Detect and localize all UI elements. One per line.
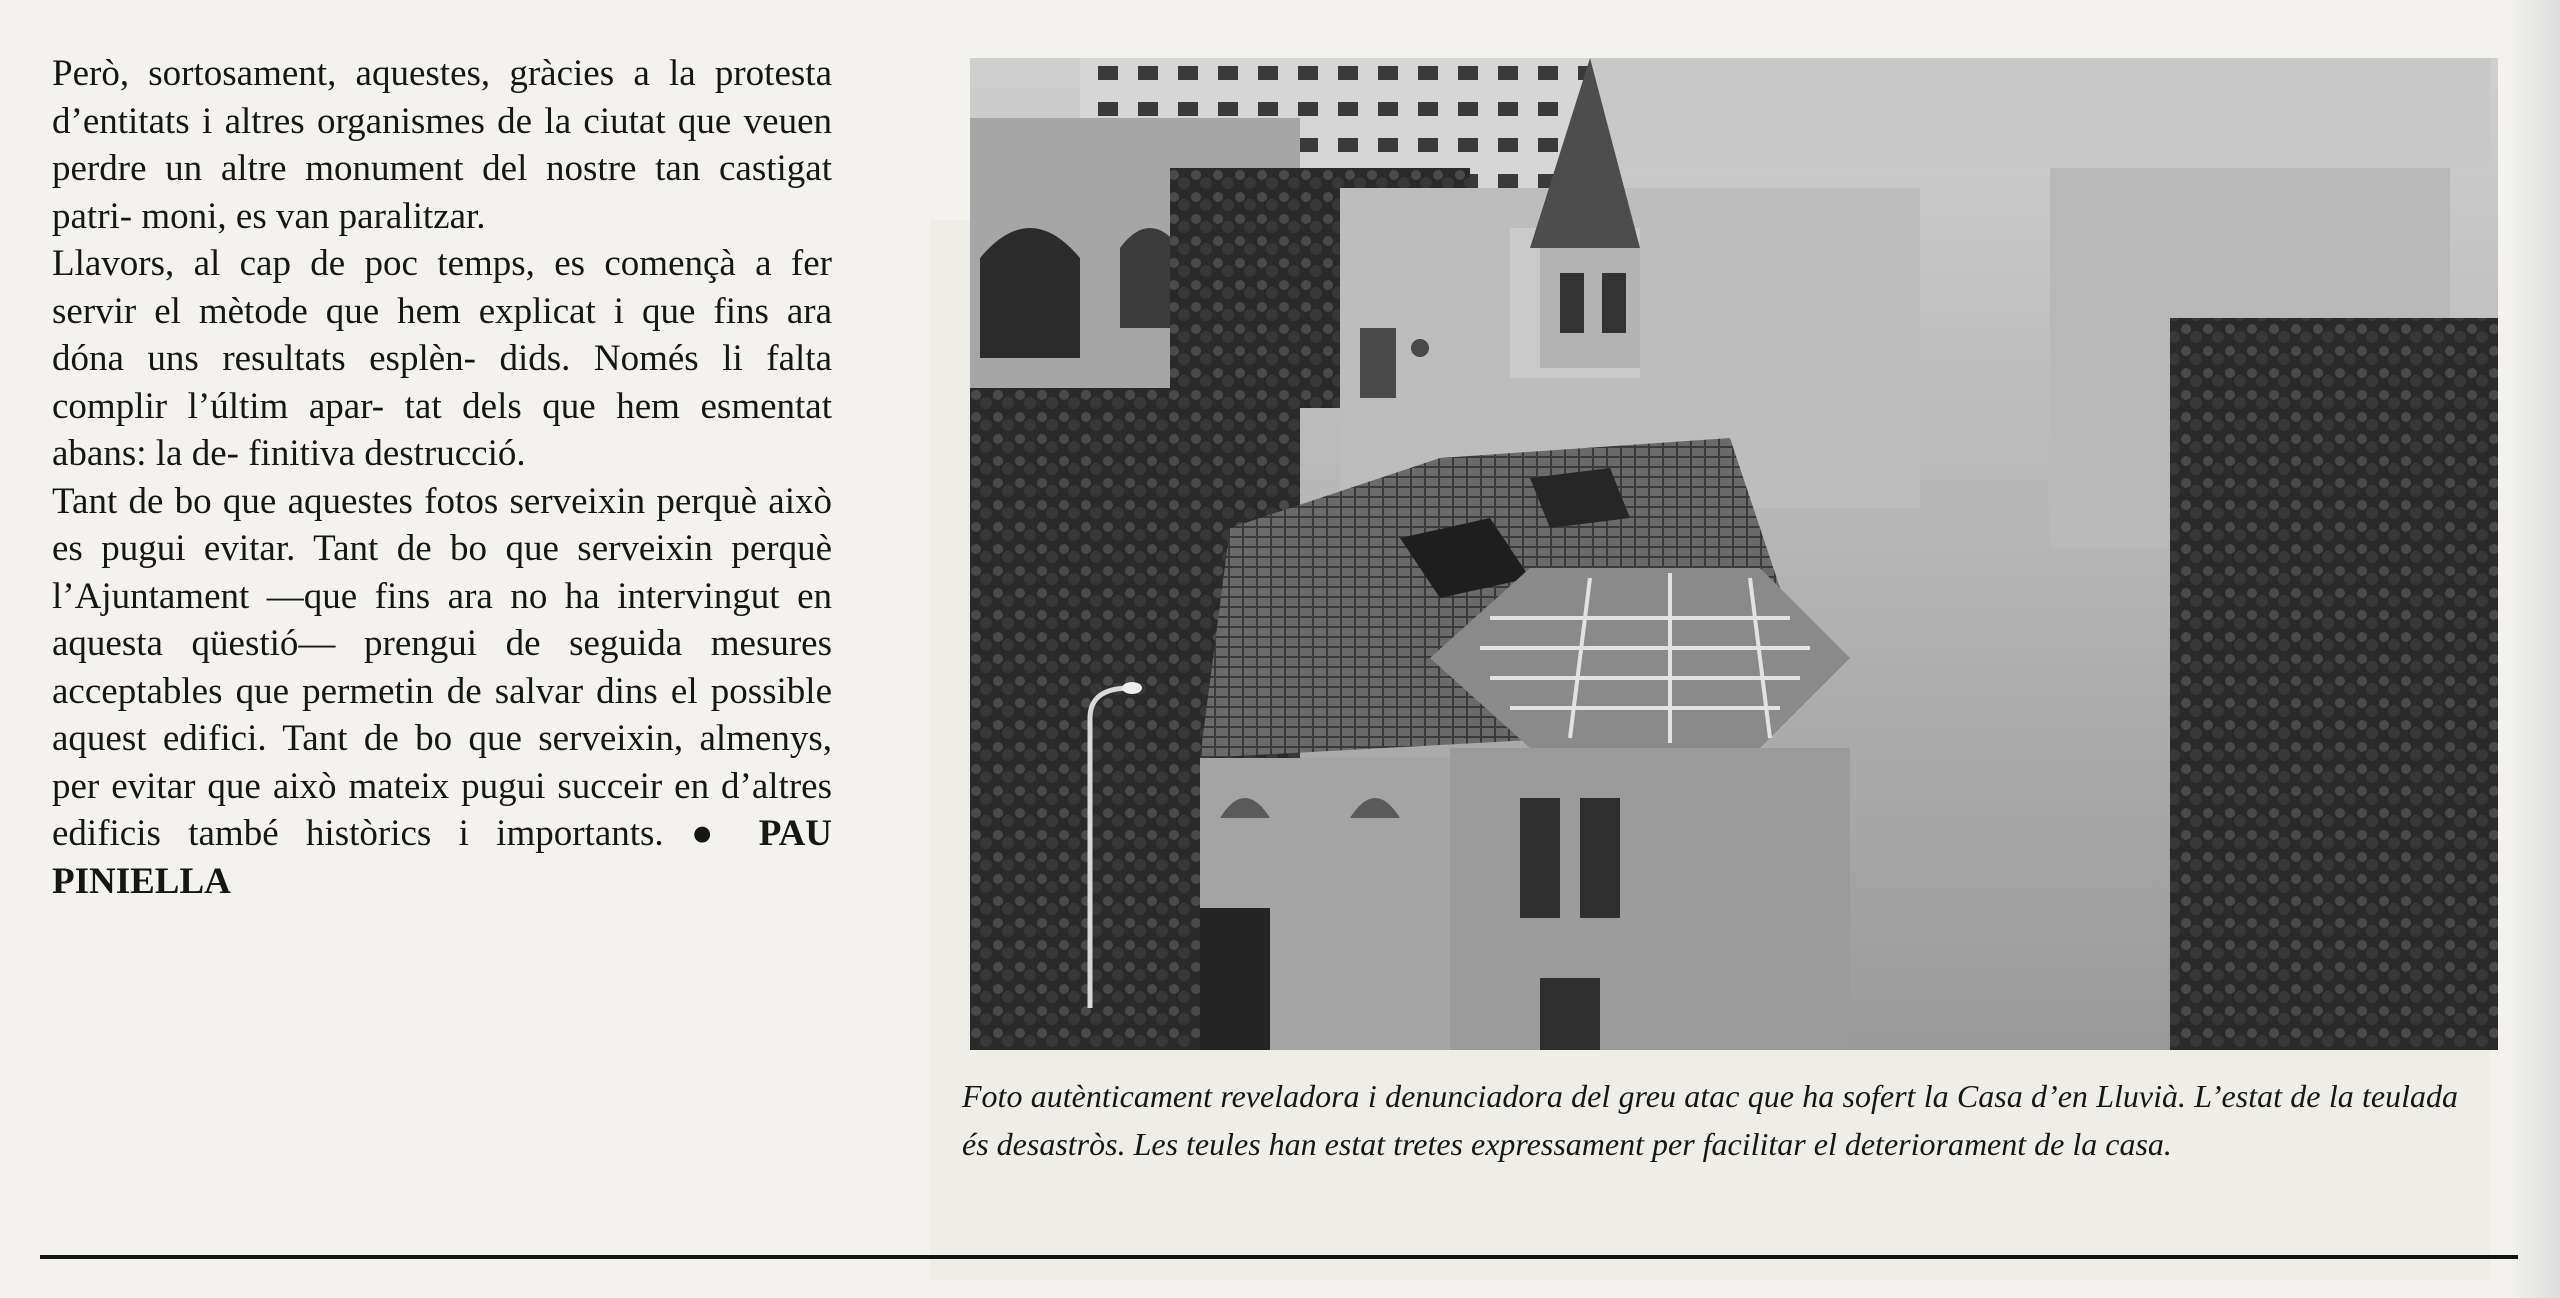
octagonal-tower-body <box>1450 748 1850 1050</box>
page-edge <box>2510 0 2560 1298</box>
doorway <box>1200 908 1270 1050</box>
round-window <box>1411 339 1429 357</box>
house-photo <box>970 58 2498 1050</box>
bullet-icon: ● <box>691 813 732 854</box>
tower-window <box>1560 273 1584 333</box>
house-photo-drawing <box>970 58 2498 1050</box>
window <box>1360 328 1396 398</box>
bottom-rule <box>40 1255 2518 1259</box>
tower-window <box>1520 798 1560 918</box>
author-name: PAU PINIELLA <box>52 813 833 902</box>
street-lamp-head <box>1122 682 1142 694</box>
paragraph-3-text: Tant de bo que aquestes fotos serveixin perquè això es pugui evitar. Tant de bo que serveixin perquè l’Ajuntament —que fins ara no ha intervingut en aquesta qüestió— prengui de seguida mesures acceptables que permetin de salvar dins el possible aquest edifici. Tant de bo que serveixin, almenys, per evitar que això mateix pugui succeir en d’altres edificis també històrics i importants. <box>52 480 832 854</box>
trees-right <box>2170 318 2498 1050</box>
tower-window <box>1540 978 1600 1050</box>
background-rooftops <box>1590 58 2490 168</box>
arched-window <box>980 228 1080 358</box>
tower-window <box>1602 273 1626 333</box>
photo-caption: Foto autènticament reveladora i denunciadora del greu atac que ha sofert la Casa d’en Lluvià. L’estat de la teulada és desastròs. Les teules han estat tretes expressament per facilitar el deteriorament de la casa. <box>962 1078 2458 1162</box>
paragraph-1: Però, sortosament, aquestes, gràcies a la protesta d’entitats i altres organismes de la ciutat que veuen perdre un altre monument del nostre tan castigat patri- moni, es van paralitzar. <box>52 53 832 237</box>
paragraph-3 <box>52 478 832 906</box>
tower-window <box>1580 798 1620 918</box>
article-text-column <box>52 50 832 905</box>
paragraph-2: Llavors, al cap de poc temps, es començà a fer servir el mètode que hem explicat i que fins ara dóna uns resultats esplèn- dids. Només li falta complir l’últim apar- tat dels que hem esmentat abans: la de- finitiva destrucció. <box>52 243 832 474</box>
